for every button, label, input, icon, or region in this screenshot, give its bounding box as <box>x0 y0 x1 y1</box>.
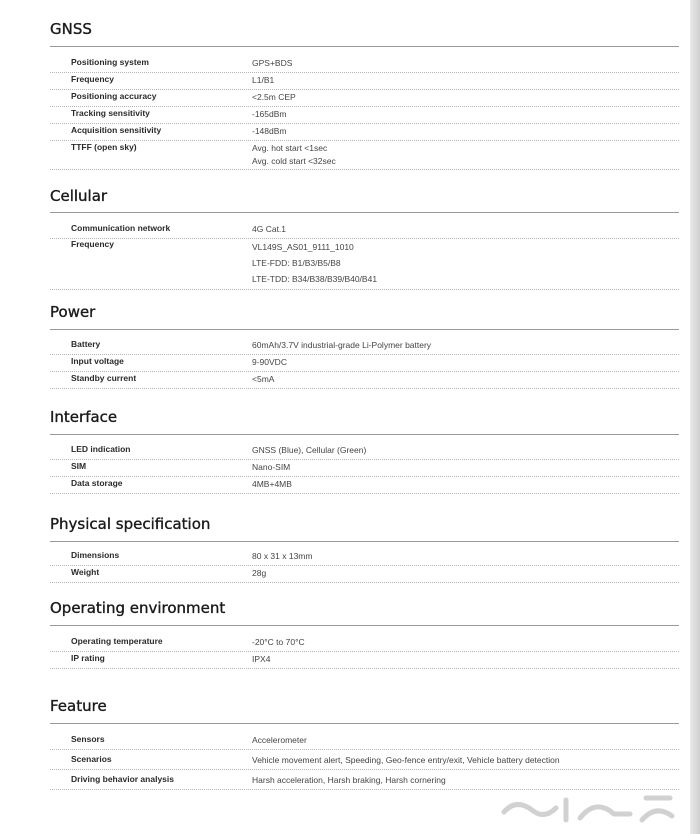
row-divider <box>50 565 679 566</box>
spec-value-line: 28g <box>252 568 267 578</box>
spec-label: Driving behavior analysis <box>71 774 174 784</box>
spec-label: Communication network <box>71 223 171 233</box>
section-rule <box>50 434 679 435</box>
spec-value-line: -148dBm <box>252 126 287 136</box>
row-divider <box>50 89 679 90</box>
spec-value <box>252 478 292 491</box>
spec-label: Frequency <box>71 239 114 249</box>
spec-value <box>252 142 336 167</box>
section-title-interface: Interface <box>50 408 118 426</box>
spec-value-line: 60mAh/3.7V industrial-grade Li-Polymer battery <box>252 340 432 350</box>
spec-label: IP rating <box>71 653 105 663</box>
page-edge-shadow <box>690 0 700 834</box>
spec-value <box>252 373 274 386</box>
spec-label: LED indication <box>71 444 131 454</box>
spec-value <box>252 108 287 121</box>
row-divider <box>50 459 679 460</box>
spec-value-line: <2.5m CEP <box>252 92 296 102</box>
spec-value-line: L1/B1 <box>252 75 275 85</box>
spec-value-line: 9-90VDC <box>252 357 287 367</box>
section-rule <box>50 541 679 542</box>
spec-value <box>252 125 287 138</box>
row-divider <box>50 388 679 389</box>
spec-value <box>252 567 266 580</box>
spec-value <box>252 339 431 352</box>
spec-label: Input voltage <box>71 356 124 366</box>
spec-value-line: IPX4 <box>252 654 271 664</box>
section-title-cellular: Cellular <box>50 187 108 205</box>
spec-value-line: 4G Cat.1 <box>252 224 287 234</box>
section-rule <box>50 46 679 47</box>
section-rule <box>50 723 679 724</box>
spec-value <box>252 356 287 369</box>
section-title-power: Power <box>50 303 96 321</box>
row-divider <box>50 354 679 355</box>
section-title-operating-environment: Operating environment <box>50 599 226 617</box>
spec-value-line: GNSS (Blue), Cellular (Green) <box>252 445 367 455</box>
section-rule <box>50 329 679 330</box>
spec-label: TTFF (open sky) <box>71 142 137 152</box>
row-divider <box>50 582 679 583</box>
row-divider <box>50 476 679 477</box>
spec-value-line: -20°C to 70°C <box>252 637 305 647</box>
spec-value-line: LTE-TDD: B34/B38/B39/B40/B41 <box>252 274 378 284</box>
section-rule <box>50 625 679 626</box>
spec-value-line: Vehicle movement alert, Speeding, Geo-fence entry/exit, Vehicle battery detection <box>252 755 560 765</box>
spec-value <box>252 91 296 104</box>
spec-value <box>252 444 366 457</box>
spec-label: Scenarios <box>71 754 112 764</box>
row-divider <box>50 289 679 290</box>
spec-value-line: LTE-FDD: B1/B3/B5/B8 <box>252 258 341 268</box>
spec-value <box>252 550 312 563</box>
spec-value-line: Avg. cold start <32sec <box>252 155 336 166</box>
spec-value-line: Accelerometer <box>252 735 307 745</box>
row-divider <box>50 140 679 141</box>
spec-label: Battery <box>71 339 101 349</box>
spec-label: Positioning system <box>71 57 149 67</box>
section-title-gnss: GNSS <box>50 20 92 38</box>
spec-label: Positioning accuracy <box>71 91 157 101</box>
spec-value-line: Nano-SIM <box>252 462 291 472</box>
row-divider <box>50 749 679 750</box>
spec-value <box>252 653 270 666</box>
spec-label: Data storage <box>71 478 123 488</box>
spec-value <box>252 239 377 287</box>
spec-value-line: Avg. hot start <1sec <box>252 143 328 153</box>
spec-label: Acquisition sensitivity <box>71 125 162 135</box>
spec-value <box>252 636 305 649</box>
spec-value-line: <5mA <box>252 374 275 384</box>
spec-value <box>252 754 560 767</box>
spec-label: Dimensions <box>71 550 120 560</box>
spec-label: Tracking sensitivity <box>71 108 150 118</box>
spec-value-line: Harsh acceleration, Harsh braking, Harsh cornering <box>252 775 446 785</box>
section-title-feature: Feature <box>50 697 107 715</box>
spec-value <box>252 57 292 70</box>
spec-value <box>252 734 307 747</box>
section-title-physical-specification: Physical specification <box>50 515 211 533</box>
spec-label: Operating temperature <box>71 636 163 646</box>
spec-value-line: VL149S_AS01_9111_1010 <box>252 242 354 252</box>
spec-value-line: -165dBm <box>252 109 287 119</box>
spec-value-line: 4MB+4MB <box>252 479 292 489</box>
spec-label: Standby current <box>71 373 137 383</box>
spec-value <box>252 74 274 87</box>
spec-label: Sensors <box>71 734 105 744</box>
row-divider <box>50 769 679 770</box>
spec-value <box>252 461 290 474</box>
row-divider <box>50 72 679 73</box>
spec-value <box>252 774 446 787</box>
spec-value <box>252 223 286 236</box>
row-divider <box>50 371 679 372</box>
row-divider <box>50 493 679 494</box>
row-divider <box>50 169 679 170</box>
spec-label: Frequency <box>71 74 114 84</box>
section-rule <box>50 212 679 213</box>
spec-label: SIM <box>71 461 87 471</box>
row-divider <box>50 651 679 652</box>
row-divider <box>50 106 679 107</box>
spec-label: Weight <box>71 567 100 577</box>
haraj-watermark-logo <box>496 790 686 830</box>
row-divider <box>50 668 679 669</box>
spec-value-line: GPS+BDS <box>252 58 293 68</box>
row-divider <box>50 123 679 124</box>
spec-value-line: 80 x 31 x 13mm <box>252 551 313 561</box>
